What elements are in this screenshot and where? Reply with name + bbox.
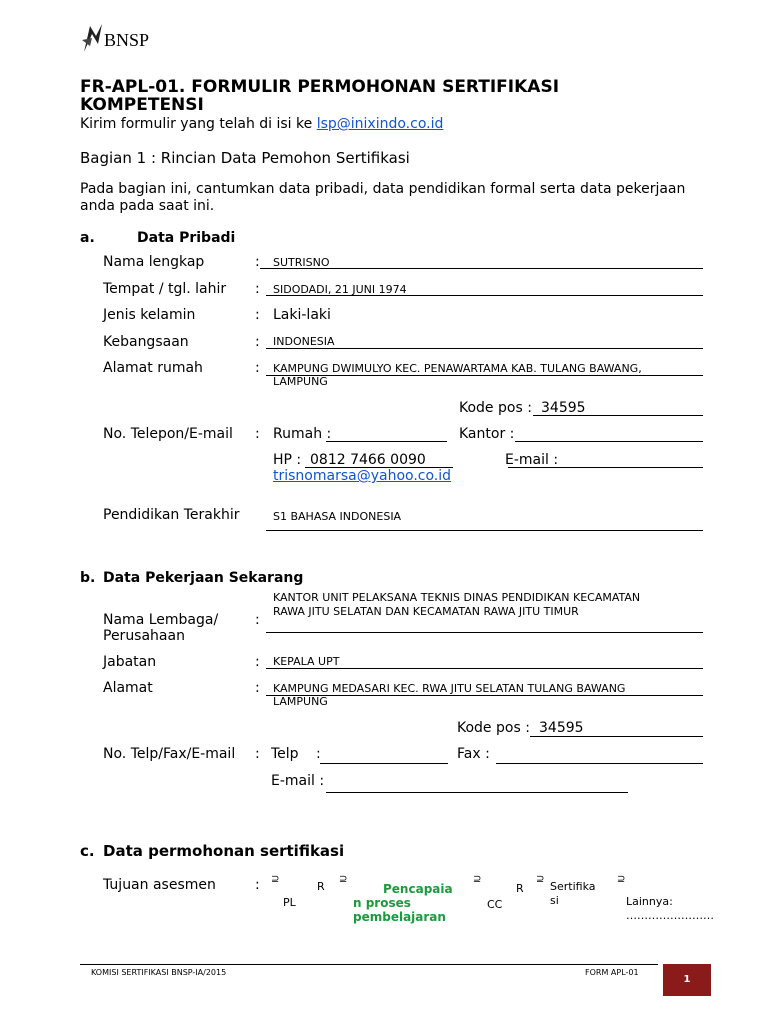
opt-lainnya-dots[interactable]: …………………… <box>626 909 714 922</box>
telp-b-colon: : <box>255 746 260 762</box>
opt-lainnya-label <box>626 895 714 923</box>
lembaga-label <box>103 612 218 644</box>
fax-label: Fax : <box>457 746 490 762</box>
section-c-title: Data permohonan sertifikasi <box>103 842 345 860</box>
page-number: 1 <box>683 974 691 985</box>
opt-pl-label: PL <box>283 896 296 909</box>
pend-value[interactable]: S1 BAHASA INDONESIA <box>273 510 402 523</box>
section-a-title: Data Pribadi <box>137 230 236 246</box>
lembaga-value[interactable] <box>273 591 640 619</box>
kb-label: Kebangsaan <box>103 334 189 350</box>
telp-a-label: No. Telepon/E-mail <box>103 426 233 442</box>
alamat-b-value-line2: LAMPUNG <box>273 695 328 708</box>
opt-sertifikasi-label <box>550 880 596 908</box>
footer-left: KOMISI SERTIFIKASI BNSP-IA/2015 <box>91 968 227 977</box>
checkbox-lainnya-icon[interactable]: ⊇ <box>617 874 626 885</box>
footer-right: FORM APL-01 <box>585 968 639 977</box>
nama-colon: : <box>255 254 260 270</box>
alamat-b-colon: : <box>255 680 260 696</box>
checkbox-pl-icon[interactable]: ⊇ <box>271 874 280 885</box>
kb-value[interactable]: INDONESIA <box>273 335 335 348</box>
email-a-value[interactable]: trisnomarsa@yahoo.co.id <box>273 468 452 484</box>
kb-colon: : <box>255 334 260 350</box>
bagian1-heading: Bagian 1 : Rincian Data Pemohon Sertifikasi <box>80 149 410 167</box>
telp-b-label: No. Telp/Fax/E-mail <box>103 746 236 762</box>
telp-field-colon: : <box>316 746 321 762</box>
pend-label: Pendidikan Terakhir <box>103 507 240 523</box>
opt-sertifikasi-line1: Sertifika <box>550 880 596 893</box>
alamat-line <box>266 375 703 376</box>
opt-pencapaian-line1: Pencapaia <box>383 882 453 896</box>
alamat-label: Alamat rumah <box>103 360 203 376</box>
lembaga-value-line1: KANTOR UNIT PELAKSANA TEKNIS DINAS PENDIDIKAN KECAMATAN <box>273 591 641 604</box>
telp-a-colon: : <box>255 426 260 442</box>
jabatan-line <box>266 668 703 669</box>
kodepos-b-label: Kode pos : <box>457 720 530 736</box>
opt-pencapaian-label <box>353 882 453 924</box>
kantor-line[interactable] <box>515 441 703 442</box>
nama-label: Nama lengkap <box>103 254 205 270</box>
kantor-label: Kantor : <box>459 426 515 442</box>
title-line2: KOMPETENSI <box>80 95 204 115</box>
section-b-letter: b. <box>80 570 96 586</box>
telp-b-line[interactable] <box>320 763 448 764</box>
rumah-line[interactable] <box>326 441 447 442</box>
intro-text <box>80 116 443 132</box>
ttl-value[interactable]: SIDODADI, 21 JUNI 1974 <box>273 283 407 296</box>
section-b-title: Data Pekerjaan Sekarang <box>103 570 304 586</box>
alamat-b-line <box>266 695 703 696</box>
bagian1-desc-line2: anda pada saat ini. <box>80 198 215 214</box>
jabatan-value[interactable]: KEPALA UPT <box>273 655 340 668</box>
kodepos-a-label: Kode pos : <box>459 400 532 416</box>
alamat-value-line1: KAMPUNG DWIMULYO KEC. PENAWARTAMA KAB. TULANG BAWANG, <box>273 362 642 375</box>
kodepos-b-line <box>530 736 703 737</box>
lembaga-colon: : <box>255 612 260 628</box>
alamat-b-value-line1: KAMPUNG MEDASARI KEC. RWA JITU SELATAN TULANG BAWANG <box>273 682 626 695</box>
jk-value[interactable]: Laki-laki <box>273 307 331 323</box>
email-b-line[interactable] <box>326 792 628 793</box>
alamat-value-line2: LAMPUNG <box>273 375 328 388</box>
hp-value[interactable]: 0812 7466 0090 <box>310 452 426 468</box>
kodepos-b-value[interactable]: 34595 <box>539 720 584 736</box>
pend-line <box>266 530 703 531</box>
intro-email-link[interactable]: lsp@inixindo.co.id <box>316 116 444 132</box>
opt-r1-label: R <box>317 880 325 893</box>
telp-field-label: Telp <box>271 746 299 762</box>
opt-lainnya-line1: Lainnya: <box>626 895 673 908</box>
checkbox-sertifikasi-icon[interactable]: ⊇ <box>536 874 545 885</box>
lembaga-line <box>266 632 703 633</box>
nama-line <box>260 268 703 269</box>
alamat-b-label: Alamat <box>103 680 153 696</box>
lembaga-value-line2: RAWA JITU SELATAN DAN KECAMATAN RAWA JITU TIMUR <box>273 605 579 618</box>
jk-label: Jenis kelamin <box>103 307 196 323</box>
hp-label: HP : <box>273 452 302 468</box>
page-title <box>80 78 559 114</box>
fax-line[interactable] <box>496 763 703 764</box>
tujuan-label: Tujuan asesmen <box>103 877 216 893</box>
opt-r2-label: R <box>516 882 524 895</box>
jk-colon: : <box>255 307 260 323</box>
opt-pencapaian-line3: pembelajaran <box>353 910 446 924</box>
section-a-letter: a. <box>80 230 95 246</box>
kb-line <box>266 348 703 349</box>
intro-prefix: Kirim formulir yang telah di isi ke <box>80 116 317 132</box>
ttl-line <box>266 295 703 296</box>
email-b-label: E-mail : <box>271 773 325 789</box>
lembaga-label-line2: Perusahaan <box>103 628 185 644</box>
bagian1-desc <box>80 181 685 215</box>
alamat-colon: : <box>255 360 260 376</box>
jabatan-colon: : <box>255 654 260 670</box>
kodepos-a-value[interactable]: 34595 <box>541 400 586 416</box>
checkbox-pencapaian-icon[interactable]: ⊇ <box>339 874 348 885</box>
section-c-letter: c. <box>80 842 95 860</box>
rumah-label: Rumah : <box>273 426 332 442</box>
tujuan-colon: : <box>255 877 260 893</box>
logo-text: BNSP <box>104 30 150 50</box>
opt-cc-label: CC <box>487 898 503 911</box>
kodepos-a-line <box>533 415 703 416</box>
checkbox-cc-icon[interactable]: ⊇ <box>473 874 482 885</box>
page-number-badge <box>663 964 711 996</box>
title-line1: FR-APL-01. FORMULIR PERMOHONAN SERTIFIKASI <box>80 77 560 97</box>
footer-divider <box>80 964 658 965</box>
opt-sertifikasi-line2: si <box>550 894 559 907</box>
bnsp-logo <box>80 22 170 58</box>
nama-value[interactable]: SUTRISNO <box>273 256 330 269</box>
lembaga-label-line1: Nama Lembaga/ <box>103 612 219 628</box>
ttl-colon: : <box>255 281 260 297</box>
email-a-label: E-mail : <box>505 452 559 468</box>
bnsp-emblem-icon <box>80 22 106 56</box>
jabatan-label: Jabatan <box>103 654 157 670</box>
ttl-label: Tempat / tgl. lahir <box>103 281 227 297</box>
opt-pencapaian-line2: n proses <box>353 896 411 910</box>
bagian1-desc-line1: Pada bagian ini, cantumkan data pribadi, data pendidikan formal serta data pekerjaan <box>80 181 686 197</box>
email-a-line[interactable] <box>508 467 703 468</box>
